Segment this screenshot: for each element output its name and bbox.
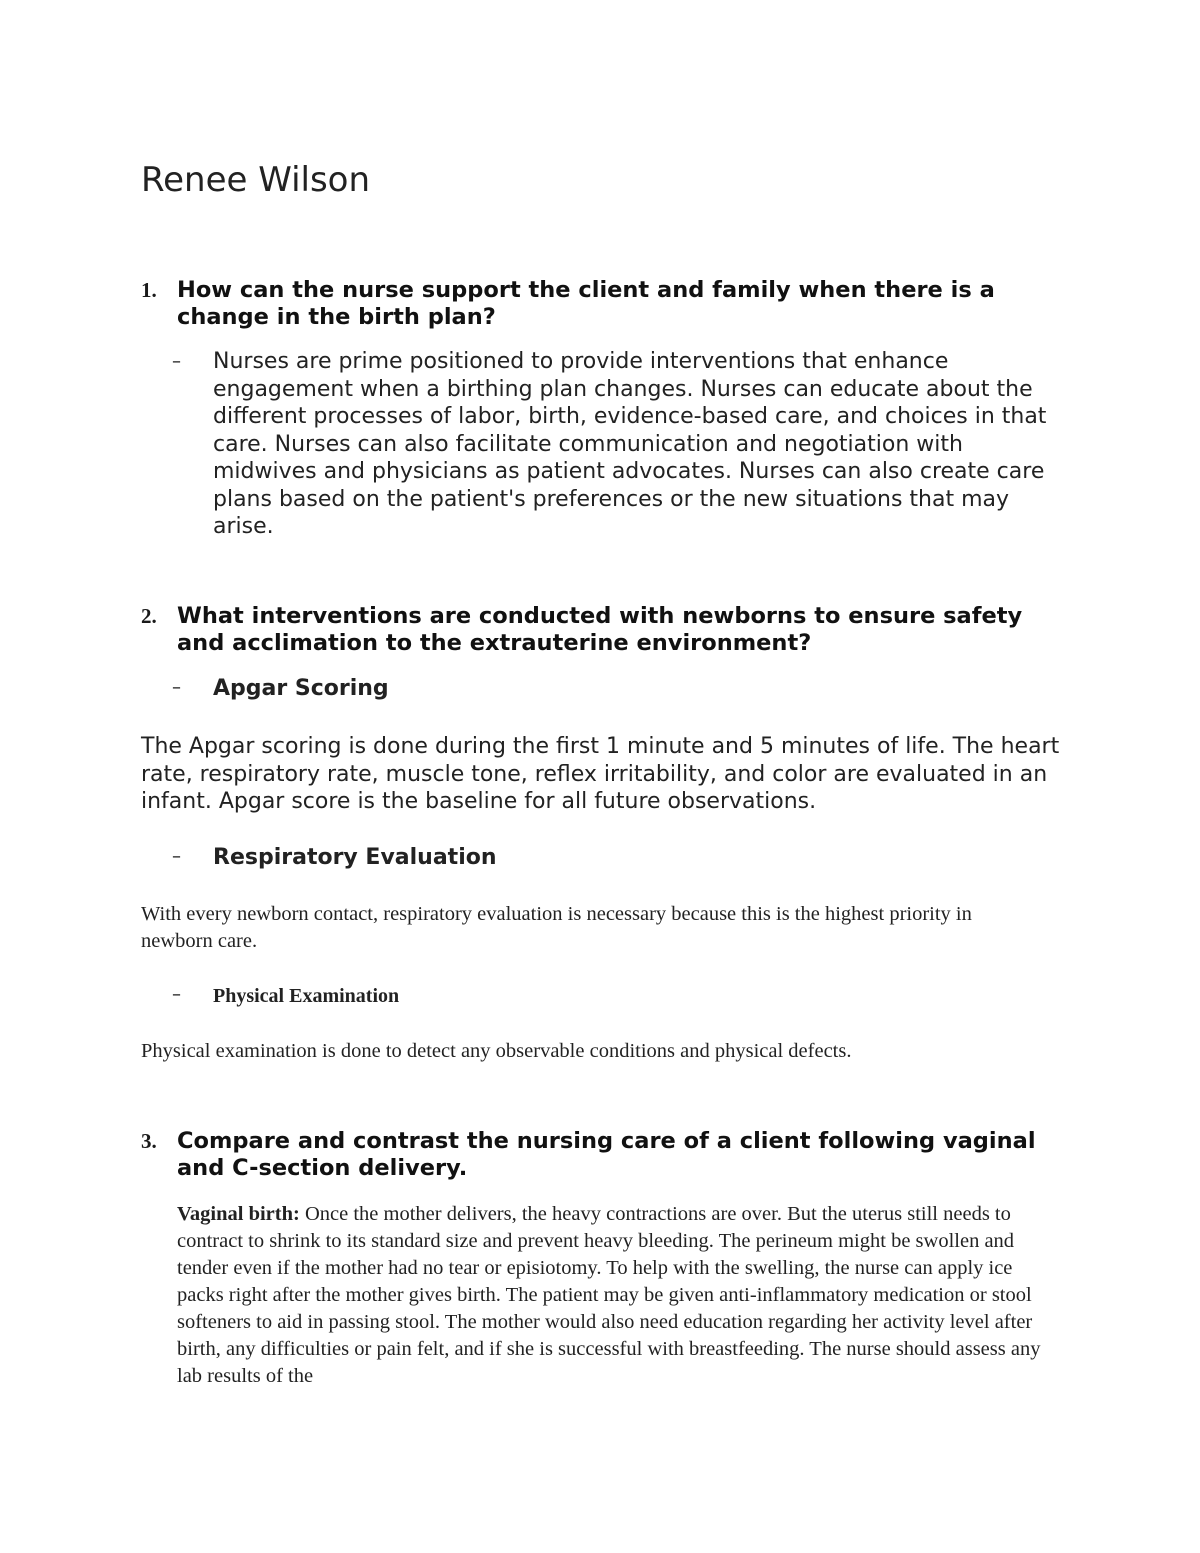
question-2 [141,603,1061,657]
dash-bullet: – [172,846,181,867]
answer-1-item [172,348,1072,541]
dash-bullet: – [172,984,181,1005]
dash-bullet: – [172,677,181,698]
question-1 [141,277,1061,331]
question-text: Compare and contrast the nursing care of a client following vaginal and C-section delivery. [177,1128,1036,1181]
vaginal-birth-text: Once the mother delivers, the heavy contractions are over. But the uterus still needs to contract to shrink to its standard size and prevent heavy bleeding. The perineum might be swollen and tender even if the mother had no tear or episiotomy. To help with the swelling, the nurse can apply ice packs right after the mother gives birth. The patient may be given anti-inflammatory medication or stool softeners to aid in passing stool. The mother would also need education regarding her activity level after birth, any difficulties or pain felt, and if she is successful with breastfeeding. The nurse should assess any lab results of the [177,1203,1041,1387]
question-3 [141,1128,1061,1182]
question-number: 2. [141,604,157,628]
question-text: What interventions are conducted with newborns to ensure safety and acclimation to the extrauterine environment? [177,603,1023,656]
intervention-heading: Physical Examination [213,985,400,1007]
vaginal-birth-paragraph [177,1201,1062,1390]
intervention-heading: Apgar Scoring [213,676,389,701]
intervention-heading: Respiratory Evaluation [213,845,497,870]
intervention-heading-physical [172,983,1072,1009]
vaginal-birth-label: Vaginal birth: [177,1203,300,1225]
intervention-body-physical: Physical examination is done to detect any observable conditions and physical defects. [141,1040,852,1062]
question-number: 1. [141,278,157,302]
intervention-body-apgar: The Apgar scoring is done during the first 1 minute and 5 minutes of life. The heart rate, respiratory rate, muscle tone, reflex irritability, and color are evaluated in an infant. Apgar score is the baseline for all future observations. [141,734,1060,814]
dash-bullet: – [172,351,181,372]
question-text: How can the nurse support the client and family when there is a change in the birth plan? [177,277,995,330]
intervention-heading-respiratory [172,844,1072,871]
answer-1-text: Nurses are prime positioned to provide interventions that enhance engagement when a birthing plan changes. Nurses can educate about the different processes of labor, birth, evidence-based care, and choices in that care. Nurses can also facilitate communication and negotiation with midwives and physicians as patient advocates. Nurses can also create care plans based on the patient's preferences or the new situations that may arise. [213,349,1047,539]
intervention-heading-apgar [172,675,1072,702]
author-name: Renee Wilson [141,160,371,200]
question-number: 3. [141,1129,157,1153]
intervention-body-respiratory: With every newborn contact, respiratory evaluation is necessary because this is the highest priority in newborn care. [141,903,972,952]
